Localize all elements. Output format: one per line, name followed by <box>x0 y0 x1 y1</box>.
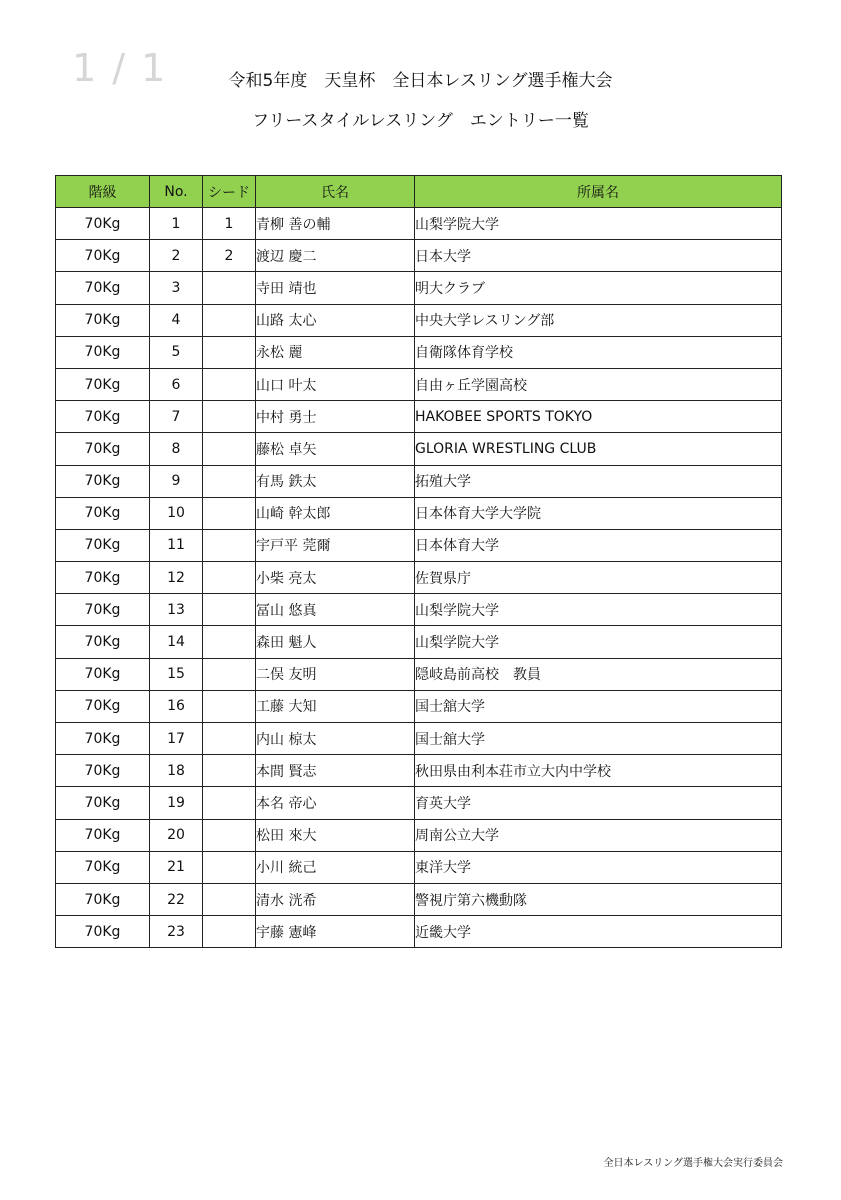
seed-cell <box>203 787 256 819</box>
table-row <box>56 240 782 272</box>
affiliation-cell: 隠岐島前高校 教員 <box>415 658 782 690</box>
page-title: 令和5年度 天皇杯 全日本レスリング選手権大会 <box>228 71 613 91</box>
number-cell: 13 <box>150 594 203 626</box>
weight-class-cell: 70Kg <box>56 658 150 690</box>
weight-class-cell: 70Kg <box>56 883 150 915</box>
table-row <box>56 690 782 722</box>
page-subtitle: フリースタイルレスリング エントリー一覧 <box>252 111 589 131</box>
name-cell: 山口 叶太 <box>256 368 415 400</box>
affiliation-cell: 東洋大学 <box>415 851 782 883</box>
number-cell: 1 <box>150 208 203 240</box>
affiliation-cell: GLORIA WRESTLING CLUB <box>415 433 782 465</box>
table-row <box>56 562 782 594</box>
affiliation-cell: 国士舘大学 <box>415 690 782 722</box>
seed-cell <box>203 916 256 948</box>
seed-cell: 1 <box>203 208 256 240</box>
affiliation-cell: 警視庁第六機動隊 <box>415 883 782 915</box>
weight-class-cell: 70Kg <box>56 819 150 851</box>
affiliation-cell: 明大クラブ <box>415 272 782 304</box>
affiliation-cell: 国士舘大学 <box>415 723 782 755</box>
number-cell: 5 <box>150 336 203 368</box>
seed-cell <box>203 368 256 400</box>
number-cell: 6 <box>150 368 203 400</box>
number-cell: 11 <box>150 529 203 561</box>
weight-class-cell: 70Kg <box>56 401 150 433</box>
name-cell: 中村 勇士 <box>256 401 415 433</box>
name-cell: 工藤 大知 <box>256 690 415 722</box>
affiliation-cell: 山梨学院大学 <box>415 626 782 658</box>
affiliation-cell: 中央大学レスリング部 <box>415 304 782 336</box>
header-number: No. <box>150 176 203 208</box>
number-cell: 19 <box>150 787 203 819</box>
entry-table <box>55 175 782 948</box>
name-cell: 有馬 鉄太 <box>256 465 415 497</box>
table-row <box>56 851 782 883</box>
table-row <box>56 304 782 336</box>
number-cell: 2 <box>150 240 203 272</box>
affiliation-cell: 周南公立大学 <box>415 819 782 851</box>
table-row <box>56 594 782 626</box>
seed-cell <box>203 658 256 690</box>
affiliation-cell: 山梨学院大学 <box>415 594 782 626</box>
number-cell: 9 <box>150 465 203 497</box>
number-cell: 8 <box>150 433 203 465</box>
seed-cell: 2 <box>203 240 256 272</box>
header-seed: シード <box>203 176 256 208</box>
affiliation-cell: 育英大学 <box>415 787 782 819</box>
seed-cell <box>203 723 256 755</box>
number-cell: 4 <box>150 304 203 336</box>
number-cell: 23 <box>150 916 203 948</box>
seed-cell <box>203 336 256 368</box>
weight-class-cell: 70Kg <box>56 336 150 368</box>
affiliation-cell: 秋田県由利本荘市立大内中学校 <box>415 755 782 787</box>
name-cell: 宇戸平 莞爾 <box>256 529 415 561</box>
seed-cell <box>203 272 256 304</box>
name-cell: 宇藤 憲峰 <box>256 916 415 948</box>
table-row <box>56 497 782 529</box>
table-row <box>56 658 782 690</box>
table-row <box>56 336 782 368</box>
table-row <box>56 401 782 433</box>
affiliation-cell: 拓殖大学 <box>415 465 782 497</box>
seed-cell <box>203 401 256 433</box>
name-cell: 松田 來大 <box>256 819 415 851</box>
weight-class-cell: 70Kg <box>56 208 150 240</box>
seed-cell <box>203 433 256 465</box>
table-row <box>56 787 782 819</box>
name-cell: 青柳 善の輔 <box>256 208 415 240</box>
number-cell: 16 <box>150 690 203 722</box>
weight-class-cell: 70Kg <box>56 916 150 948</box>
name-cell: 小川 統己 <box>256 851 415 883</box>
table-row <box>56 433 782 465</box>
seed-cell <box>203 690 256 722</box>
affiliation-cell: HAKOBEE SPORTS TOKYO <box>415 401 782 433</box>
number-cell: 15 <box>150 658 203 690</box>
seed-cell <box>203 851 256 883</box>
page-number: 1 / 1 <box>72 46 168 90</box>
weight-class-cell: 70Kg <box>56 626 150 658</box>
name-cell: 山路 太心 <box>256 304 415 336</box>
weight-class-cell: 70Kg <box>56 851 150 883</box>
number-cell: 18 <box>150 755 203 787</box>
table-row <box>56 529 782 561</box>
weight-class-cell: 70Kg <box>56 433 150 465</box>
name-cell: 渡辺 慶二 <box>256 240 415 272</box>
affiliation-cell: 日本大学 <box>415 240 782 272</box>
name-cell: 内山 椋太 <box>256 723 415 755</box>
weight-class-cell: 70Kg <box>56 240 150 272</box>
table-row <box>56 272 782 304</box>
seed-cell <box>203 497 256 529</box>
affiliation-cell: 日本体育大学 <box>415 529 782 561</box>
name-cell: 藤松 卓矢 <box>256 433 415 465</box>
weight-class-cell: 70Kg <box>56 787 150 819</box>
name-cell: 冨山 悠真 <box>256 594 415 626</box>
weight-class-cell: 70Kg <box>56 304 150 336</box>
seed-cell <box>203 465 256 497</box>
affiliation-cell: 自由ヶ丘学園高校 <box>415 368 782 400</box>
seed-cell <box>203 304 256 336</box>
table-row <box>56 368 782 400</box>
number-cell: 10 <box>150 497 203 529</box>
number-cell: 20 <box>150 819 203 851</box>
number-cell: 12 <box>150 562 203 594</box>
name-cell: 寺田 靖也 <box>256 272 415 304</box>
seed-cell <box>203 529 256 561</box>
weight-class-cell: 70Kg <box>56 368 150 400</box>
table-row <box>56 723 782 755</box>
name-cell: 山崎 幹太郎 <box>256 497 415 529</box>
seed-cell <box>203 819 256 851</box>
header-weight-class: 階級 <box>56 176 150 208</box>
table-header-row <box>56 176 782 208</box>
header-affiliation: 所属名 <box>415 176 782 208</box>
affiliation-cell: 佐賀県庁 <box>415 562 782 594</box>
number-cell: 22 <box>150 883 203 915</box>
affiliation-cell: 日本体育大学大学院 <box>415 497 782 529</box>
weight-class-cell: 70Kg <box>56 465 150 497</box>
weight-class-cell: 70Kg <box>56 272 150 304</box>
name-cell: 二俣 友明 <box>256 658 415 690</box>
table-row <box>56 755 782 787</box>
footer-organizer: 全日本レスリング選手権大会実行委員会 <box>603 1158 783 1169</box>
number-cell: 21 <box>150 851 203 883</box>
seed-cell <box>203 594 256 626</box>
affiliation-cell: 山梨学院大学 <box>415 208 782 240</box>
weight-class-cell: 70Kg <box>56 529 150 561</box>
weight-class-cell: 70Kg <box>56 723 150 755</box>
weight-class-cell: 70Kg <box>56 690 150 722</box>
table-row <box>56 883 782 915</box>
header-name: 氏名 <box>256 176 415 208</box>
seed-cell <box>203 883 256 915</box>
name-cell: 小柴 亮太 <box>256 562 415 594</box>
number-cell: 14 <box>150 626 203 658</box>
number-cell: 7 <box>150 401 203 433</box>
name-cell: 本名 帝心 <box>256 787 415 819</box>
seed-cell <box>203 626 256 658</box>
weight-class-cell: 70Kg <box>56 594 150 626</box>
name-cell: 清水 洸希 <box>256 883 415 915</box>
table-row <box>56 819 782 851</box>
name-cell: 永松 麗 <box>256 336 415 368</box>
seed-cell <box>203 562 256 594</box>
table-row <box>56 465 782 497</box>
table-row <box>56 916 782 948</box>
name-cell: 本間 賢志 <box>256 755 415 787</box>
weight-class-cell: 70Kg <box>56 755 150 787</box>
affiliation-cell: 近畿大学 <box>415 916 782 948</box>
seed-cell <box>203 755 256 787</box>
table-body <box>56 208 782 948</box>
number-cell: 3 <box>150 272 203 304</box>
weight-class-cell: 70Kg <box>56 562 150 594</box>
name-cell: 森田 魁人 <box>256 626 415 658</box>
table-row <box>56 626 782 658</box>
weight-class-cell: 70Kg <box>56 497 150 529</box>
table-row <box>56 208 782 240</box>
affiliation-cell: 自衛隊体育学校 <box>415 336 782 368</box>
number-cell: 17 <box>150 723 203 755</box>
